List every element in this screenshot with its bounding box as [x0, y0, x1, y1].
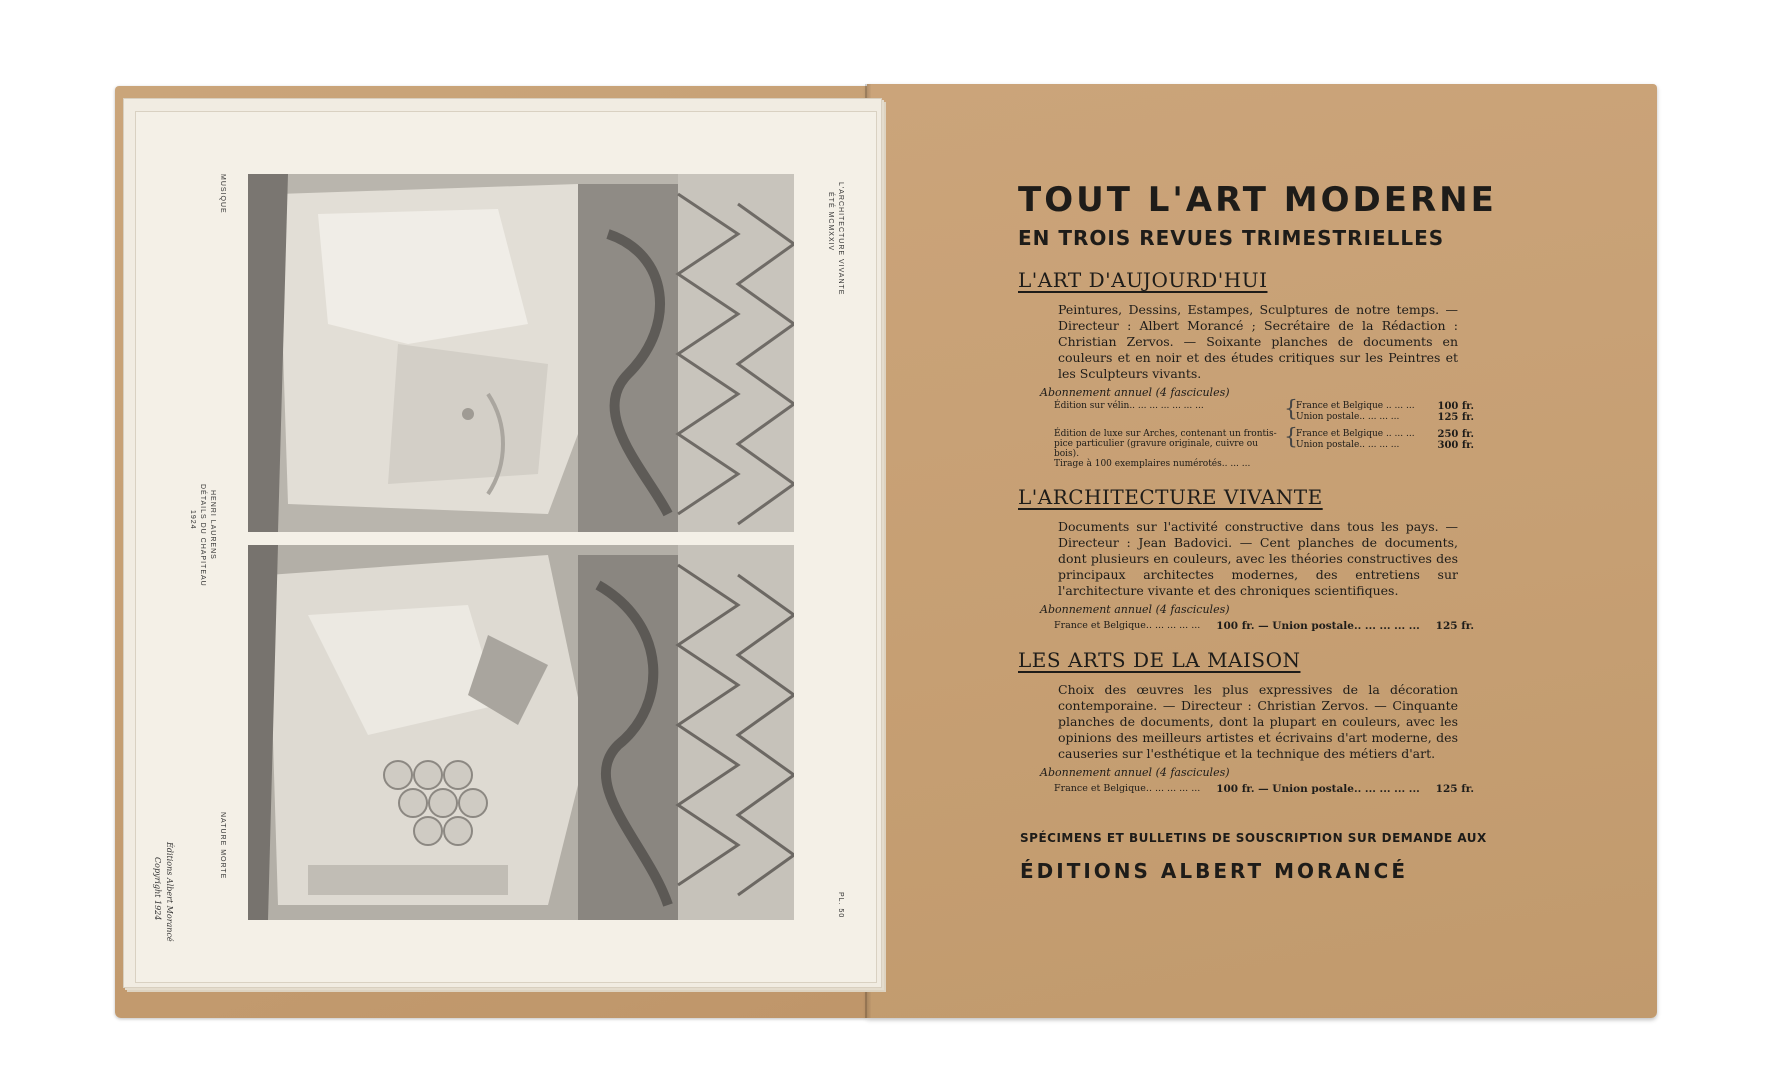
price-right: 125 fr.: [1435, 783, 1474, 795]
copyright-line: Copyright 1924: [153, 857, 162, 921]
option-label: Union postale.. ... ... ...: [1296, 440, 1400, 450]
price-left: France et Belgique.. ... ... ... ...: [1054, 620, 1201, 631]
edition-luxe-line: pice particulier (gravure originale, cuivre ou bois).: [1054, 439, 1259, 459]
plate-number: PL. 50: [837, 892, 844, 919]
publisher-credit: Éditions Albert Morancé: [165, 842, 174, 942]
option-label: France et Belgique .. ... ...: [1296, 401, 1415, 411]
work-title: DÉTAILS DU CHAPITEAU: [199, 484, 206, 587]
edition-luxe-line: Édition de luxe sur Arches, contenant un frontis-: [1054, 429, 1277, 439]
option-price: 100 fr.: [1437, 401, 1474, 412]
publisher-name: ÉDITIONS ALBERT MORANCÉ: [1020, 859, 1408, 883]
subscription-label: Abonnement annuel (4 fascicules): [1040, 603, 1230, 616]
option-price: 250 fr.: [1437, 429, 1474, 440]
review-description: Choix des œuvres les plus expressives de la décoration contemporaine. — Directeur : Christian Zervos. — Cinquante planches de documents, dont la plupart en couleurs, avec les opinions des meilleurs artistes et écrivains d'art moderne, des causeries sur l'esthétique et la technique des métiers d'art.: [1058, 682, 1458, 761]
price-line: [1054, 783, 1474, 795]
option-price: 300 fr.: [1437, 440, 1474, 451]
caption-musique: MUSIQUE: [219, 174, 226, 214]
option-label: France et Belgique .. ... ...: [1296, 429, 1415, 439]
subscription-label: Abonnement annuel (4 fascicules): [1040, 386, 1230, 399]
subscription-label: Abonnement annuel (4 fascicules): [1040, 766, 1230, 779]
edition-velin: Édition sur vélin.. ... ... ... ... ... ...: [1054, 401, 1204, 411]
review-architecture-vivante: [870, 485, 1570, 632]
price-row-luxe: [1054, 425, 1474, 469]
option-label: Union postale.. ... ... ...: [1296, 412, 1400, 422]
price-middle: 100 fr. — Union postale.. ... ... ... ...: [1216, 620, 1420, 632]
review-title: LES ARTS DE LA MAISON: [1018, 648, 1301, 672]
cover-headline: TOUT L'ART MODERNE: [1018, 180, 1497, 220]
review-arts-maison: [870, 648, 1570, 795]
brace-glyph: {: [1284, 397, 1298, 422]
review-description: Documents sur l'activité constructive dans tous les pays. — Directeur : Jean Badovici. — Cent planches de documents, dont plusieurs en couleurs, avec les théories constructives des principaux architectes modernes, des entretiens sur l'architecture vivante et des chroniques scientifiques.: [1058, 519, 1458, 598]
price-line: [1054, 620, 1474, 632]
review-art-aujourdhui: [870, 268, 1570, 469]
price-middle: 100 fr. — Union postale.. ... ... ... ...: [1216, 783, 1420, 795]
specimens-line: SPÉCIMENS ET BULLETINS DE SOUSCRIPTION SUR DEMANDE AUX: [1020, 831, 1487, 845]
cover-text: [870, 180, 1570, 883]
price-row-velin: [1054, 397, 1474, 423]
price-left: France et Belgique.. ... ... ... ...: [1054, 783, 1201, 794]
sculpture-photo-nature-morte: [248, 545, 794, 920]
plate-journal-title: L'ARCHITECTURE VIVANTE: [837, 182, 844, 296]
caption-nature-morte: NATURE MORTE: [219, 812, 226, 880]
review-title: L'ART D'AUJOURD'HUI: [1018, 268, 1268, 292]
plate-page: [135, 111, 877, 983]
cover-subhead: EN TROIS REVUES TRIMESTRIELLES: [1018, 226, 1445, 250]
edition-luxe-line: Tirage à 100 exemplaires numérotés.. ... ...: [1054, 459, 1251, 469]
sculpture-photo-musique: [248, 174, 794, 532]
review-description: Peintures, Dessins, Estampes, Sculptures de notre temps. — Directeur : Albert Morancé ; Secrétaire de la Rédaction : Christian Zervos. — Soixante planches de documents en couleurs et en noir et des études critiques sur les Peintres et les Sculpteurs vivants.: [1058, 302, 1458, 381]
plate-season: ÉTÉ MCMXXIV: [827, 192, 834, 252]
work-year: 1924: [189, 510, 196, 530]
brace-glyph: {: [1284, 425, 1298, 450]
price-right: 125 fr.: [1435, 620, 1474, 632]
option-price: 125 fr.: [1437, 412, 1474, 423]
artist-name: HENRI LAURENS: [209, 490, 216, 560]
review-title: L'ARCHITECTURE VIVANTE: [1018, 485, 1323, 509]
